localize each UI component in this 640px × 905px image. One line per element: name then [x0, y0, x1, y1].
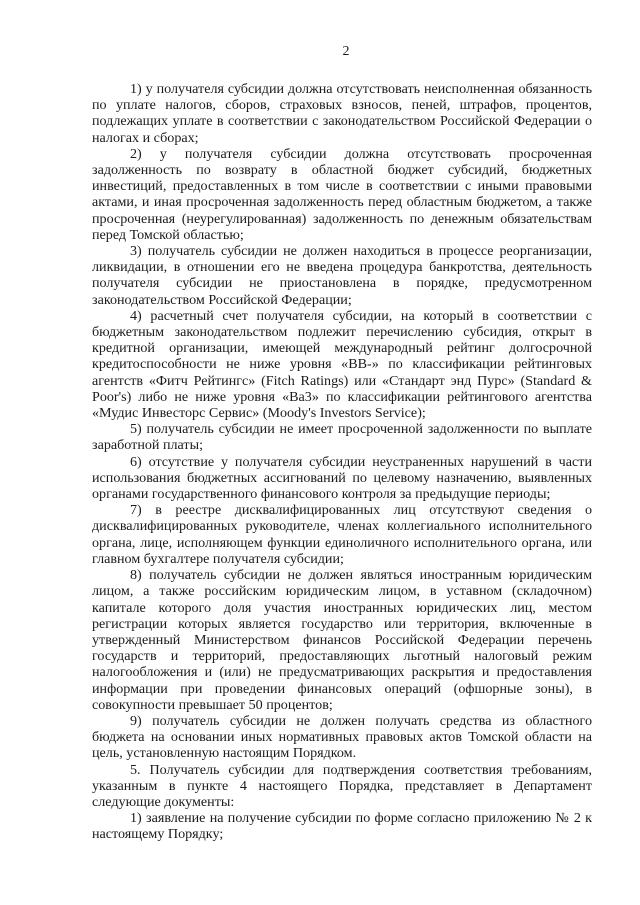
paragraph-requirement-2: 2) у получателя субсидии должна отсутствовать просроченная задолженность по возврату в областной бюджет субсидий, бюджетных инвестиций, предоставленных в том числе в соответствии с иными правовыми актами, и иная просроченная задолженность перед областным бюджетом, а также просроченная (неурегулированная) задолженность по денежным обязательствам перед Томской областью; [92, 145, 592, 243]
paragraph-document-1: 1) заявление на получение субсидии по форме согласно приложению № 2 к настоящему Порядку; [92, 810, 592, 843]
paragraph-requirement-4: 4) расчетный счет получателя субсидии, на который в соответствии с бюджетным законодательством подлежит перечислению субсидия, открыт в кредитной организации, имеющей международный рейтинг долгосрочной кредитоспособности не ниже уровня «BB-» по классификации рейтинговых агентств «Фитч Рейтингс» (Fitch Ratings) или «Стандарт энд Пурс» (Standard & Poor's) либо не ниже уровня «Ba3» по классификации рейтингового агентства «Мудис Инвесторс Сервис» (Moody's Investors Service); [92, 307, 592, 422]
paragraph-section-5: 5. Получатель субсидии для подтверждения соответствия требованиям, указанным в пункте 4 настоящего Порядка, представляет в Департамент следующие документы: [92, 761, 592, 810]
paragraph-requirement-9: 9) получатель субсидии не должен получать средства из областного бюджета на основании иных нормативных правовых актов Томской области на цель, установленную настоящим Порядком. [92, 712, 592, 762]
paragraph-requirement-6: 6) отсутствие у получателя субсидии неустраненных нарушений в части использования бюджетных ассигнований по целевому назначению, выявленных органами государственного финансового контроля за предыдущие периоды; [92, 453, 592, 503]
paragraph-requirement-1: 1) у получателя субсидии должна отсутствовать неисполненная обязанность по уплате налогов, сборов, страховых взносов, пеней, штрафов, процентов, подлежащих уплате в соответствии с законодательством Российской Федерации о налогах и сборах; [92, 81, 592, 146]
page-number: 2 [342, 44, 350, 59]
paragraph-requirement-3: 3) получатель субсидии не должен находиться в процессе реорганизации, ликвидации, в отношении его не введена процедура банкротства, деятельность получателя субсидии не приостановлена в порядке, предусмотренном законодательством Российской Федерации; [92, 243, 592, 308]
paragraph-requirement-8: 8) получатель субсидии не должен являться иностранным юридическим лицом, а также российским юридическим лицом, в уставном (складочном) капитале которого доля участия иностранных юридических лиц, местом регистрации которых является государство или территория, включенные в утвержденный Министерством финансов Российской Федерации перечень государств и территорий, предоставляющих льготный налоговый режим налогообложения и (или) не предусматривающих раскрытия и предоставления информации при проведении финансовых операций (офшорные зоны), в совокупности превышает 50 процентов; [92, 567, 592, 713]
paragraph-requirement-5: 5) получатель субсидии не имеет просроченной задолженности по выплате заработной платы; [92, 421, 592, 454]
paragraph-requirement-7: 7) в реестре дисквалифицированных лиц отсутствуют сведения о дисквалифицированных руководителе, членах коллегиального исполнительного органа, лице, исполняющем функции единоличного исполнительного органа, или главном бухгалтере получателя субсидии; [92, 502, 592, 567]
